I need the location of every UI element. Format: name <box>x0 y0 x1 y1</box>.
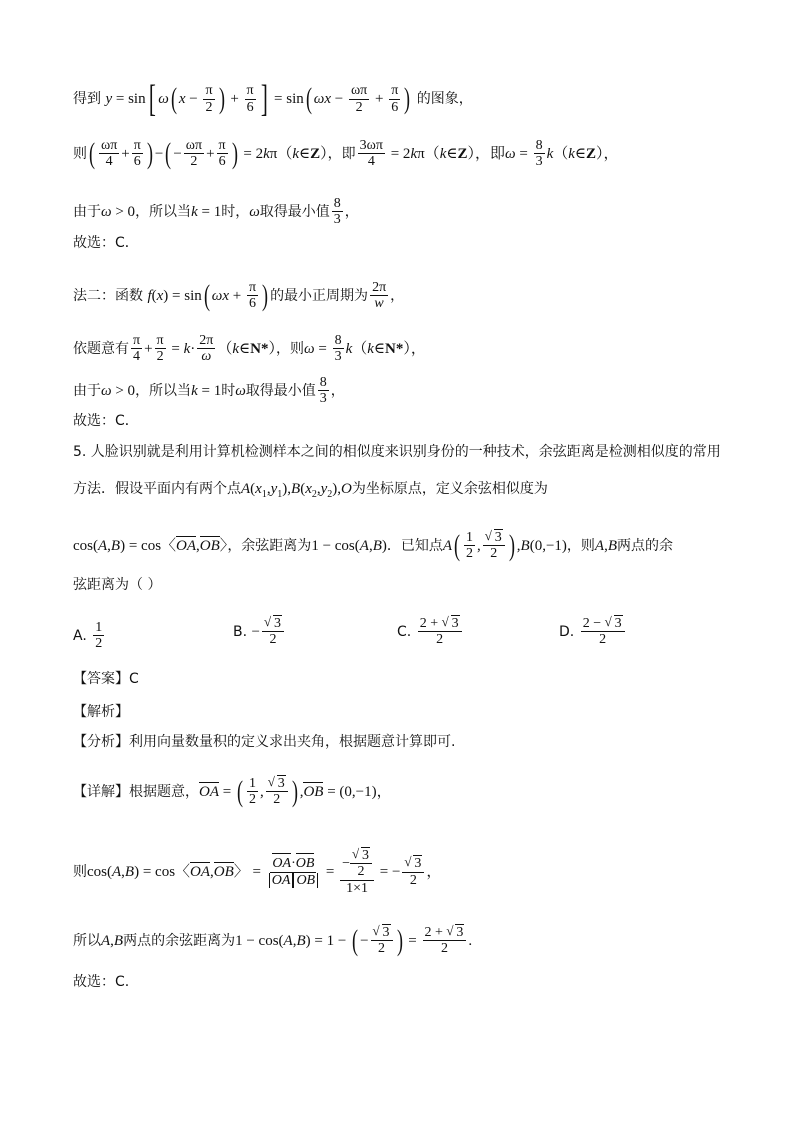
line-choose-c-3: 故选：C. <box>73 974 130 990</box>
text-graph-of: 的图象， <box>416 91 473 107</box>
option-d[interactable]: D. $\frac{2 - √ 3}{2}$ <box>559 616 627 648</box>
detail-line: 【详解】根据题意，OA = ( $\frac{1}{2}$ , √ $\frac{3}{2}$ ) ,OB = (0,−1)， <box>73 776 392 808</box>
text-q5-2a: 方法．假设平面内有两个点 <box>73 481 241 497</box>
text-at: 时， <box>221 203 250 220</box>
text-so-final: 所以 <box>73 932 101 949</box>
text-comma: ， <box>344 203 359 220</box>
text-q5-3b: ．已知点 <box>386 537 443 554</box>
text-comma: ， <box>330 382 345 399</box>
analysis-title: 【解析】 <box>73 704 129 720</box>
text-two-points: 两点的余弦距离为 <box>123 932 236 949</box>
option-c-label: C. <box>397 623 412 640</box>
text-since: 由于 <box>73 203 101 220</box>
option-b-label: B. <box>233 623 248 640</box>
text-then: 则 <box>73 145 87 162</box>
final-line: 所以A,B两点的余弦距离为1 − cos(A,B) = 1 − ( − √ $\frac{3}{2}$ ) = $\frac{2 + √ 3}{2}$ . <box>73 925 472 957</box>
option-d-label: D. <box>559 623 575 640</box>
q5-line2: 方法．假设平面内有两个点$A(x_1,y_1),B(x_2,y_2),O$为坐标原点，定义余弦相似度为 <box>73 481 548 500</box>
text-namely: ，即 <box>327 145 356 162</box>
text-since2: 由于 <box>73 382 101 399</box>
line-since-omega-2: 由于ω > 0，所以当k = 1时ω取得最小值 $\frac{8}{3}$ ， <box>73 375 345 407</box>
option-a[interactable]: A. $\frac{1}{2}$ <box>73 620 103 652</box>
line-choose-c-1: 故选：C． <box>73 235 139 251</box>
q5-line1: 5. 人脸识别就是利用计算机检测样本之间的相似度来识别身份的一种技术，余弦距离是检测相似度的常用 <box>73 444 721 460</box>
text-min-value: 取得最小值 <box>259 203 330 220</box>
detail-cos-line: 则cos(A,B) = cos〈OA,OB〉 = OA·OB OA OB = − √ $\frac{3}{2}$ 1×1 = − √ $\frac{3}{2}$ ， <box>73 848 441 896</box>
text-so-when: ，所以当 <box>135 203 192 220</box>
text-q5-2b: 为坐标原点，定义余弦相似度为 <box>351 481 548 497</box>
line-by-question: 依题意有 $\frac{\pi}{4}$ + $\frac{\pi}{2}$ = k· $\frac{2\pi}{\omega}$ （k∈N*），则ω = $\frac{8}{3}$ k（k∈N*）， <box>73 333 426 365</box>
option-a-label: A. <box>73 627 87 644</box>
text-derive: 得到 <box>73 91 101 107</box>
text-then2: ，则 <box>276 340 304 357</box>
answer: 【答案】C <box>73 671 139 687</box>
text-at2: 时 <box>221 382 236 399</box>
text-comma: ， <box>390 287 405 304</box>
option-b[interactable]: B. − √ $\frac{3}{2}$ <box>233 616 286 648</box>
line-derive: 得到 y = sin[ ω( x − $\frac{\pi}{2}$ ) + $\frac{\pi}{6}$ ] = sin( ωx − $\frac{\omega\pi}{2}$ + $\frac{\pi}{6}$ ) 的图象， <box>73 78 473 120</box>
line-difference: 则( $\frac{\omega\pi}{4}$ + $\frac{\pi}{6}$ ) −( − $\frac{\omega\pi}{2}$ + $\frac{\pi}{6}$ ) = 2kπ（k∈Z），即 $\frac{3\omega\pi}{4}$ = 2kπ（k∈Z），即ω = $\frac{8}{3}$ k（k∈Z）， <box>73 136 619 170</box>
line-choose-c-2: 故选：C． <box>73 413 139 429</box>
text-q5-3c: ，则 <box>566 537 595 554</box>
text-so-when2: ，所以当 <box>135 382 192 399</box>
q5-line3: cos(A,B) = cos〈OA,OB〉，余弦距离为1 − cos(A,B)．已知点A( $\frac{1}{2}$ , √ $\frac{3}{2}$ ) ,B(0,−1)，则A,B两点的余 <box>73 530 673 562</box>
text-by-question: 依题意有 <box>73 340 129 357</box>
text-period: 的最小正周期为 <box>270 287 369 304</box>
text-q5-3a: ，余弦距离为 <box>227 537 312 554</box>
q5-line4: 弦距离为（ ） <box>73 577 162 593</box>
line-since-omega: 由于ω > 0，所以当k = 1时，ω取得最小值 $\frac{8}{3}$ ， <box>73 196 359 228</box>
text-q5-3d: 两点的余 <box>617 537 673 554</box>
line-method2: 法二：函数 f(x) = sin( ωx + $\frac{\pi}{6}$ ) 的最小正周期为 $\frac{2\pi}{w}$ ， <box>73 278 405 312</box>
analysis-text: 【分析】利用向量数量积的定义求出夹角，根据题意计算即可. <box>73 734 456 750</box>
option-c[interactable]: C. $\frac{2 + √ 3}{2}$ <box>397 616 464 648</box>
text-method2: 法二：函数 <box>73 287 143 304</box>
text-min-value2: 取得最小值 <box>245 382 316 399</box>
text-detail: 【详解】根据题意， <box>73 783 199 800</box>
text-then3: 则 <box>73 864 87 881</box>
